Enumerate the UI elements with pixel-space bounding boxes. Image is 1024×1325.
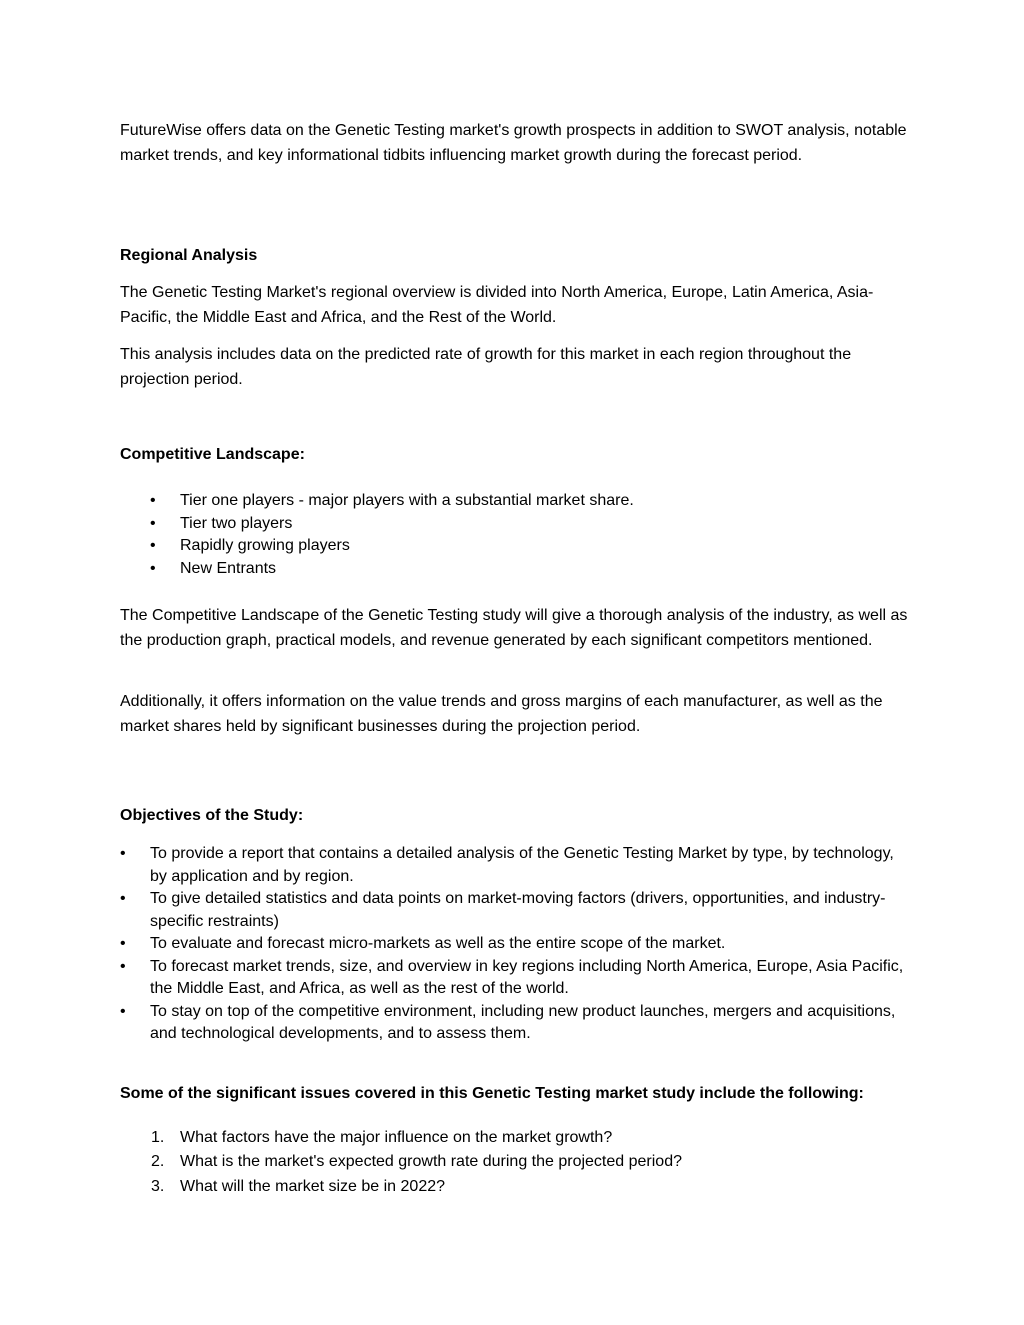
- bullet-mark: •: [120, 890, 126, 907]
- list-item: [120, 513, 910, 536]
- bullet-mark: •: [150, 537, 156, 555]
- list-item-text: To provide a report that contains a detailed analysis of the Genetic Testing Market by type, by technology, by application and by region.: [150, 845, 894, 885]
- list-item: [120, 1150, 910, 1174]
- list-item-text: Tier two players: [180, 514, 293, 532]
- list-item-text: To give detailed statistics and data points on market-moving factors (drivers, opportunities, and industry-specific restraints): [150, 890, 886, 930]
- issues-heading: Some of the significant issues covered in this Genetic Testing market study include the following:: [120, 1085, 864, 1102]
- list-item: [120, 956, 910, 1001]
- list-item: [120, 1126, 910, 1150]
- bullet-mark: •: [120, 957, 126, 975]
- list-item-text: To forecast market trends, size, and overview in key regions including North America, Europe, Asia Pacific, the Middle East, and Africa, as well as the rest of the world.: [150, 957, 904, 997]
- objectives-heading: Objectives of the Study:: [120, 807, 304, 824]
- list-item: [120, 843, 910, 888]
- competitive-tier-list: [120, 490, 910, 580]
- list-item-text: To evaluate and forecast micro-markets as well as the entire scope of the market.: [150, 935, 726, 952]
- regional-analysis-heading: Regional Analysis: [120, 247, 258, 264]
- bullet-mark: •: [120, 845, 126, 862]
- list-number: 3.: [151, 1177, 165, 1195]
- objectives-list: [120, 843, 910, 1046]
- issues-list: [120, 1126, 910, 1199]
- competitive-landscape-heading: Competitive Landscape:: [120, 446, 305, 463]
- list-item: [120, 888, 910, 933]
- list-item: [120, 490, 910, 513]
- list-item-text: What is the market's expected growth rate during the projected period?: [180, 1153, 682, 1171]
- competitive-paragraph-1: The Competitive Landscape of the Genetic Testing study will give a thorough analysis of the industry, as well as the production graph, practical models, and revenue generated by each significant competitors mentioned.: [120, 607, 908, 649]
- bullet-mark: •: [120, 1002, 126, 1020]
- competitive-paragraph-2: Additionally, it offers information on the value trends and gross margins of each manufacturer, as well as the market shares held by significant businesses during the projection period.: [120, 693, 883, 735]
- list-item-text: Tier one players - major players with a substantial market share.: [180, 492, 634, 509]
- bullet-mark: •: [150, 492, 156, 509]
- regional-paragraph-1: The Genetic Testing Market's regional overview is divided into North America, Europe, Latin America, Asia-Pacific, the Middle East and Africa, and the Rest of the World.: [120, 284, 874, 326]
- list-item-text: New Entrants: [180, 559, 277, 577]
- list-item: [120, 1175, 910, 1199]
- list-item: [120, 535, 910, 558]
- bullet-mark: •: [150, 514, 156, 532]
- list-item-text: Rapidly growing players: [180, 537, 350, 555]
- bullet-mark: •: [120, 935, 126, 952]
- list-number: 2.: [151, 1153, 165, 1171]
- intro-paragraph: FutureWise offers data on the Genetic Testing market's growth prospects in addition to SWOT analysis, notable market trends, and key informational tidbits influencing market growth during the forecast period.: [120, 122, 907, 164]
- list-item-text: What factors have the major influence on the market growth?: [180, 1129, 613, 1146]
- list-item: [120, 558, 910, 581]
- list-item-text: To stay on top of the competitive environment, including new product launches, mergers and acquisitions, and technological developments, and to assess them.: [150, 1002, 896, 1042]
- regional-paragraph-2: This analysis includes data on the predicted rate of growth for this market in each region throughout the projection period.: [120, 346, 852, 388]
- list-item-text: What will the market size be in 2022?: [180, 1177, 446, 1195]
- list-number: 1.: [151, 1129, 165, 1146]
- list-item: [120, 1001, 910, 1046]
- bullet-mark: •: [150, 559, 156, 577]
- list-item: [120, 933, 910, 956]
